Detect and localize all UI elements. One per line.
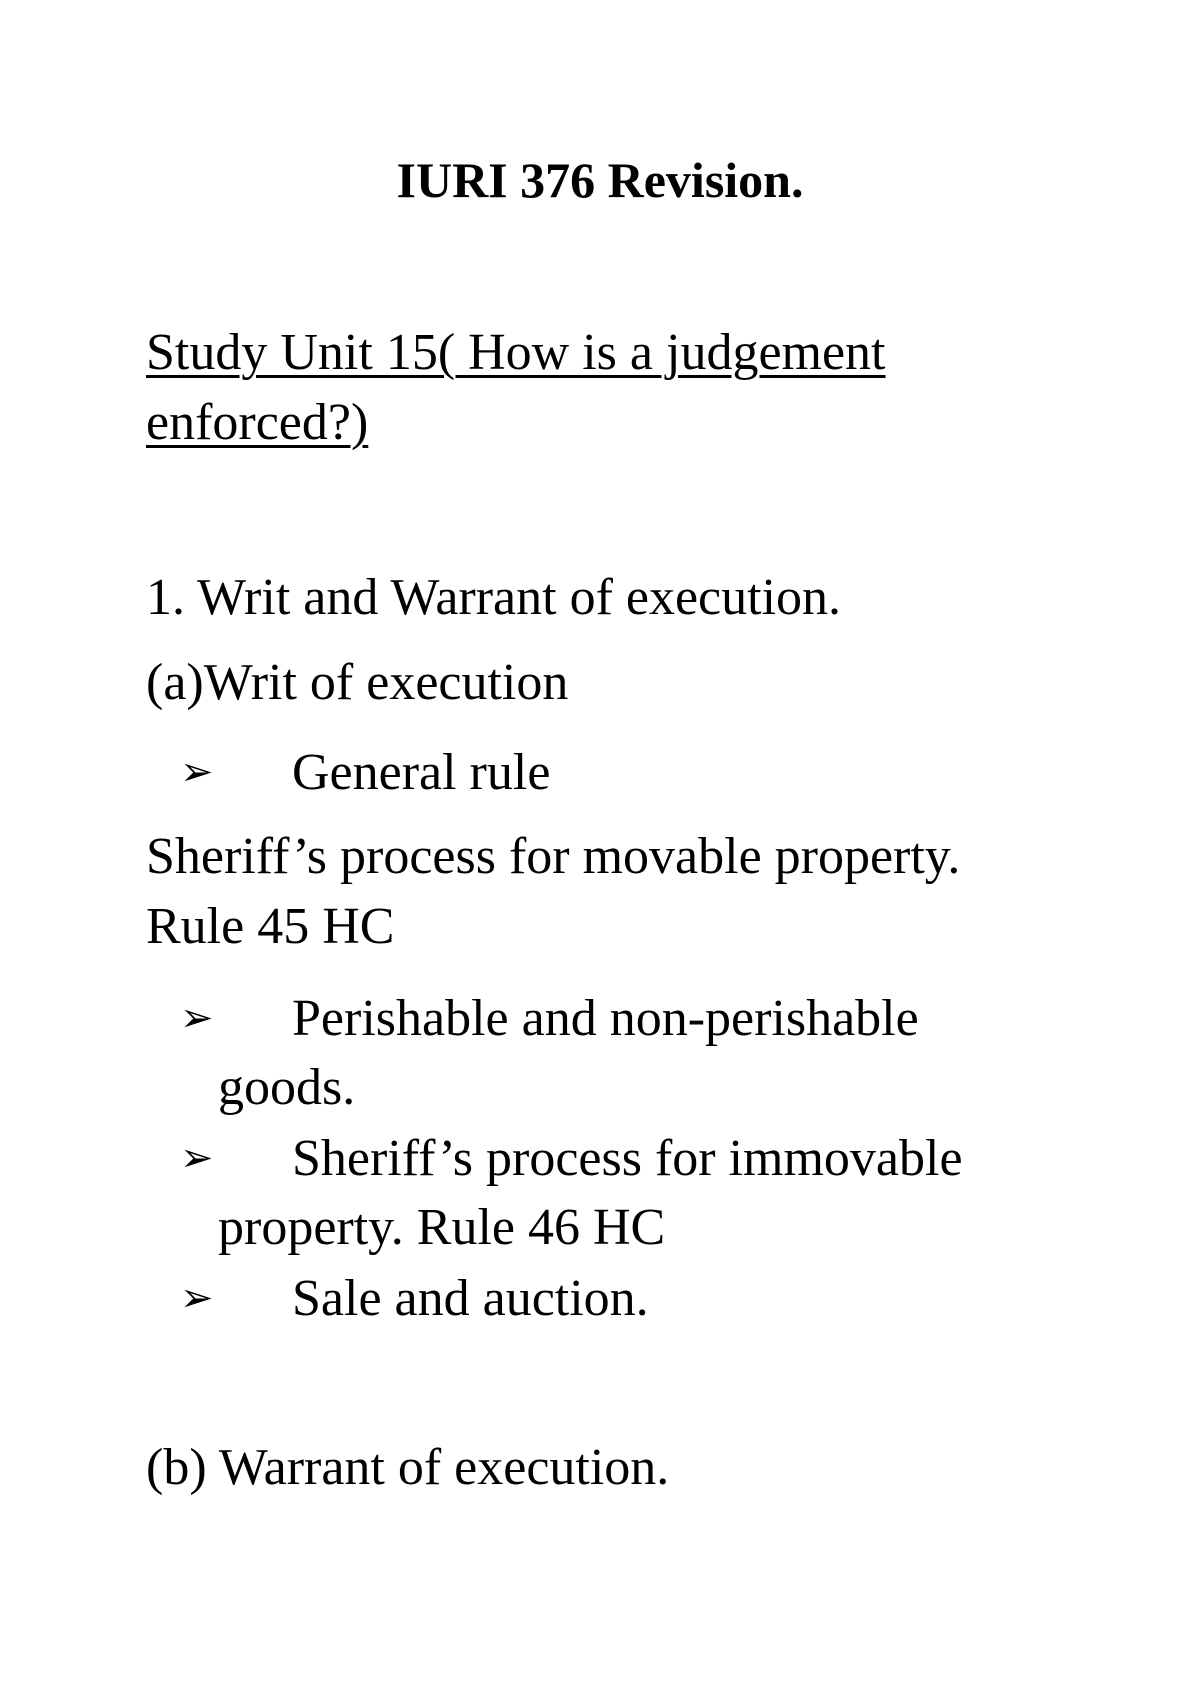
bullet-item-perishable — [180, 983, 919, 1054]
subsection-b-heading: (b) Warrant of execution. — [146, 1439, 670, 1496]
study-unit-heading-line-1: Study Unit 15( How is a judgement — [146, 324, 886, 381]
arrow-bullet-icon: ➢ — [180, 995, 214, 1041]
study-unit-heading-line-2: enforced?) — [146, 394, 369, 451]
bullet-text: Perishable and non-perishable — [292, 990, 919, 1047]
arrow-bullet-icon: ➢ — [180, 1275, 214, 1321]
bullet-item-immovable — [180, 1123, 963, 1194]
bullet-continuation: goods. — [218, 1059, 356, 1116]
arrow-bullet-icon: ➢ — [180, 1135, 214, 1181]
arrow-bullet-icon: ➢ — [180, 749, 214, 795]
bullet-item-general-rule — [180, 737, 550, 808]
bullet-text: General rule — [292, 744, 551, 801]
bullet-continuation: property. Rule 46 HC — [218, 1199, 666, 1256]
bullet-item-sale-auction — [180, 1263, 649, 1334]
paragraph-line-2: Rule 45 HC — [146, 898, 395, 955]
subsection-a-heading: (a)Writ of execution — [146, 654, 569, 711]
page-title: IURI 376 Revision. — [396, 152, 804, 208]
paragraph-line-1: Sheriff’s process for movable property. — [146, 828, 961, 885]
bullet-text: Sale and auction. — [292, 1270, 649, 1327]
bullet-text: Sheriff’s process for immovable — [292, 1130, 963, 1187]
section-heading: 1. Writ and Warrant of execution. — [146, 569, 842, 626]
